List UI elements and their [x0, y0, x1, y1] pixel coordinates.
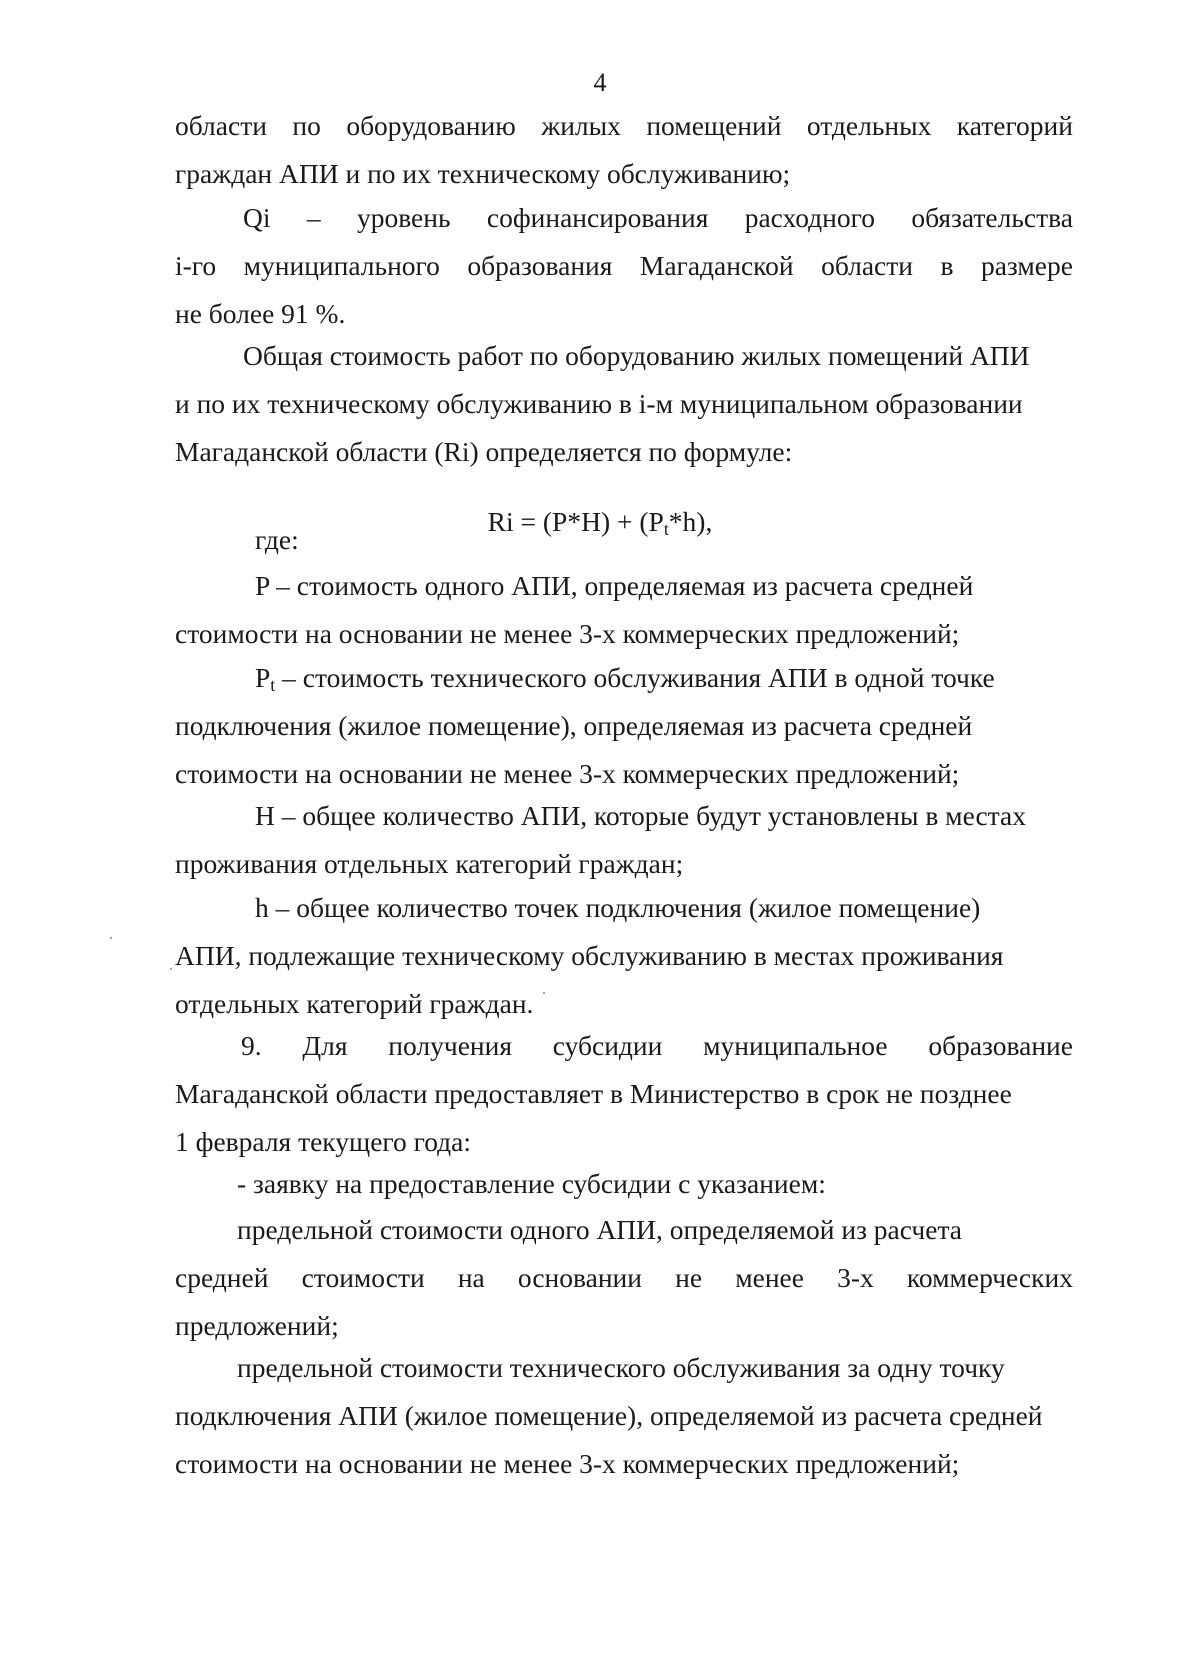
word: – — [306, 202, 321, 233]
text-line — [175, 194, 1073, 242]
word: основании — [517, 1262, 642, 1293]
text-line: Общая стоимость работ по оборудованию жилых помещений АПИ — [243, 340, 1030, 371]
word: оборудованию — [346, 110, 516, 141]
word: категорий — [956, 110, 1073, 141]
scan-speck — [170, 968, 172, 970]
word: размере — [980, 250, 1073, 281]
word: получения — [388, 1030, 512, 1061]
word: менее — [735, 1262, 804, 1293]
word: i-го — [175, 250, 217, 281]
formula-left: Ri = (P*H) + (P — [487, 506, 664, 537]
word: области — [821, 250, 913, 281]
word: по — [292, 110, 321, 141]
text-line: отдельных категорий граждан. — [175, 988, 534, 1019]
word: 3-х — [837, 1262, 874, 1293]
symbol: P — [255, 662, 271, 693]
scan-speck — [543, 992, 545, 994]
text-line: предельной стоимости технического обслуживания за одну точку — [237, 1352, 1005, 1383]
text-line: стоимости на основании не менее 3-х коммерческих предложений; — [175, 618, 960, 649]
word: образования — [467, 250, 613, 281]
word: расходного — [744, 202, 875, 233]
text-line: подключения АПИ (жилое помещение), определяемой из расчета средней — [175, 1400, 1043, 1431]
word: в — [940, 250, 954, 281]
text-line: граждан АПИ и по их техническому обслуживанию; — [175, 158, 791, 189]
text-line: подключения (жилое помещение), определяемая из расчета средней — [175, 710, 973, 741]
word: уровень — [356, 202, 451, 233]
clause-number: 9. — [241, 1030, 262, 1061]
application-item — [175, 1160, 1073, 1208]
text-line: и по их техническому обслуживанию в i-м муниципальном образовании — [175, 388, 1023, 419]
word: коммерческих — [906, 1262, 1073, 1293]
word: средней — [175, 1262, 269, 1293]
formula-right: *h), — [668, 506, 713, 537]
word: не — [675, 1262, 703, 1293]
word: муниципального — [243, 250, 440, 281]
text-line: Магаданской области (Ri) определяется по формуле: — [175, 436, 793, 467]
word: образование — [928, 1030, 1073, 1061]
text-line: h – общее количество точек подключения (жилое помещение) — [255, 892, 981, 923]
text-line — [175, 654, 1073, 702]
formula-subscript: t — [663, 519, 669, 539]
text-line — [175, 102, 1073, 150]
text-line — [175, 1022, 1073, 1070]
text-line: - заявку на предоставление субсидии с указанием: — [237, 1168, 826, 1199]
word: Для — [302, 1030, 348, 1061]
symbol-subscript: t — [270, 675, 276, 695]
word: обязательства — [911, 202, 1073, 233]
text-line: проживания отдельных категорий граждан; — [175, 848, 684, 879]
text-line — [175, 242, 1073, 290]
scan-speck — [110, 937, 112, 939]
word: на — [457, 1262, 485, 1293]
clause-9 — [175, 1022, 1073, 1166]
text-line: предельной стоимости одного АПИ, определяемой из расчета — [237, 1214, 963, 1245]
word: отдельных — [806, 110, 932, 141]
paragraph-qi-definition — [175, 194, 1073, 338]
text-line: АПИ, подлежащие техническому обслуживанию в местах проживания — [175, 940, 1004, 971]
text-line: H – общее количество АПИ, которые будут установлены в местах — [255, 800, 1026, 831]
where-label-block — [175, 516, 1073, 564]
definition-text: – стоимость технического обслуживания АПИ в одной точке — [275, 662, 995, 693]
max-api-cost — [175, 1206, 1073, 1350]
word: Магаданской — [639, 250, 794, 281]
word: помещений — [646, 110, 782, 141]
text-line: не более 91 %. — [175, 298, 346, 329]
paragraph-total-cost — [175, 332, 1073, 476]
definition-p — [175, 562, 1073, 658]
word: муниципальное — [703, 1030, 888, 1061]
text-line: Магаданской области предоставляет в Министерство в срок не позднее — [175, 1078, 1012, 1109]
definition-h-upper — [175, 792, 1073, 888]
text-line: 1 февраля текущего года: — [175, 1126, 472, 1157]
definition-h-lower — [175, 884, 1073, 1028]
word: области — [175, 110, 267, 141]
max-service-cost — [175, 1344, 1073, 1488]
word: субсидии — [552, 1030, 663, 1061]
text-line — [175, 1254, 1073, 1302]
word: софинансирования — [486, 202, 709, 233]
text-line: предложений; — [175, 1310, 339, 1341]
text-line: P – стоимость одного АПИ, определяемая из расчета средней — [255, 570, 974, 601]
text-line: стоимости на основании не менее 3-х коммерческих предложений; — [175, 758, 960, 789]
definition-pt — [175, 654, 1073, 798]
paragraph-continuation — [175, 102, 1073, 198]
word: стоимости — [301, 1262, 425, 1293]
text-line: стоимости на основании не менее 3-х коммерческих предложений; — [175, 1448, 960, 1479]
word: жилых — [541, 110, 621, 141]
page-number: 4 — [593, 68, 607, 97]
word: Qi — [243, 202, 271, 233]
where-label: где: — [255, 524, 299, 555]
